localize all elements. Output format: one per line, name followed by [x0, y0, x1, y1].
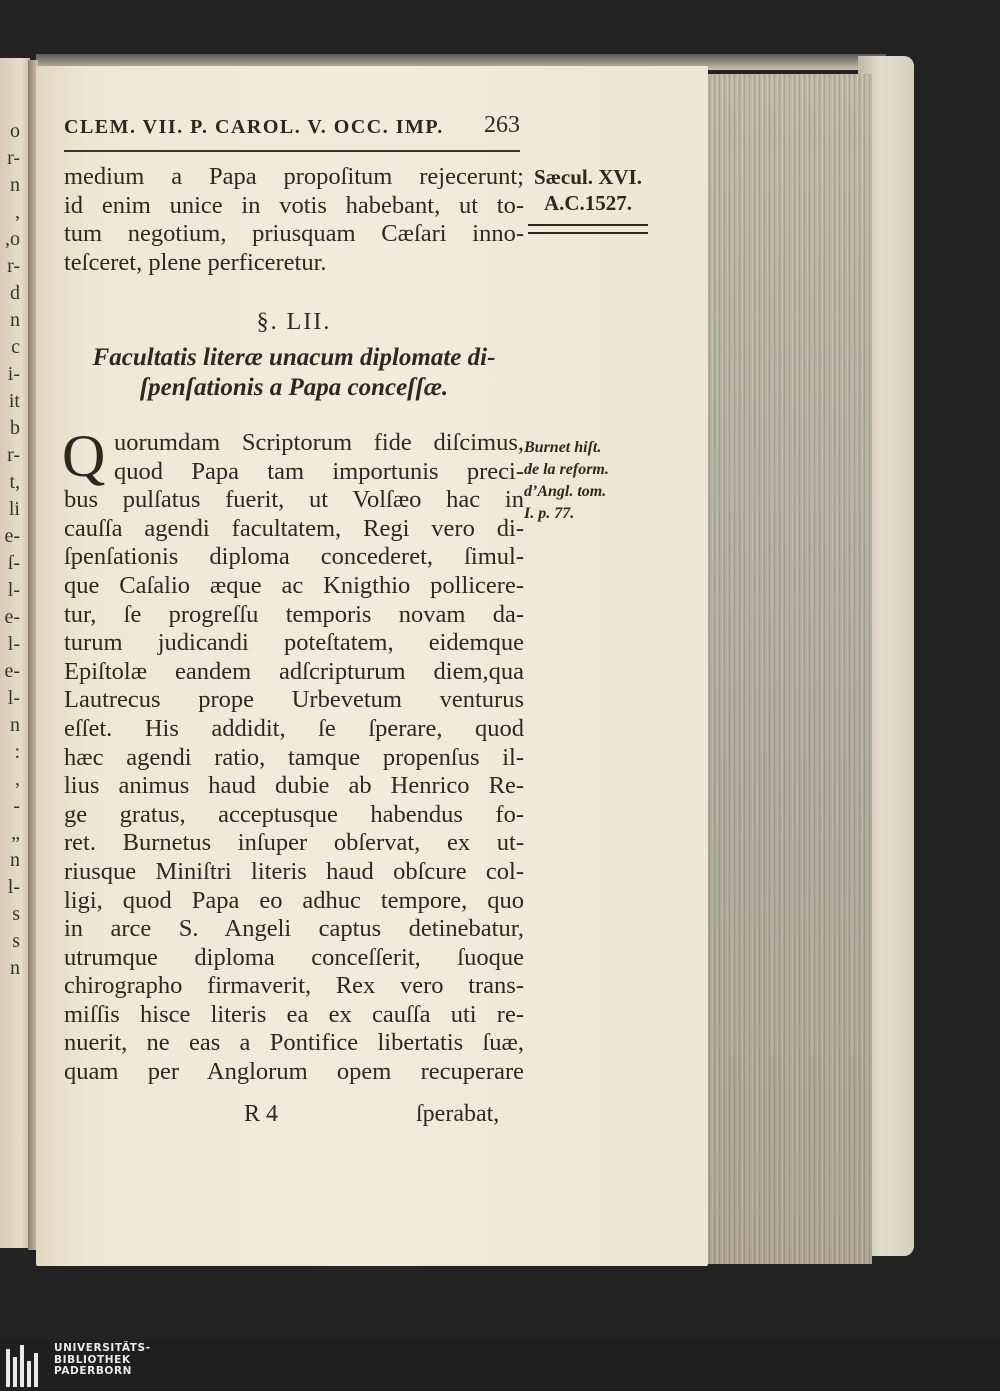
- margin-reference-line: de la reform.: [524, 461, 609, 478]
- section-title-line: Facultatis literæ unacum diplomate di-: [92, 344, 496, 371]
- left-page-fragment: r-: [7, 147, 20, 169]
- text-line: ſpenſationis diploma concederet, ſimul-: [64, 543, 524, 571]
- left-page-text-fragments: [0, 118, 24, 982]
- text-line: riusque Miniſtri literis haud obſcure col-: [64, 857, 524, 885]
- left-page-fragment: „: [11, 822, 20, 844]
- text-line: tur, ſe progreſſu temporis novam da-: [64, 600, 524, 628]
- margin-reference-line: d’Angl. tom.: [524, 483, 607, 500]
- section-number: §. LII.: [256, 309, 332, 335]
- text-line: Epiſtolæ eandem adſcripturum diem,qua: [64, 657, 524, 685]
- paragraph-2: [64, 429, 524, 1087]
- text-line: ret. Burnetus inſuper obſervat, ex ut-: [64, 829, 524, 857]
- text-line: lius animus haud dubie ab Henrico Re-: [64, 772, 524, 800]
- section-title: [64, 343, 524, 403]
- paragraph-1: [64, 163, 524, 277]
- left-page-fragment: r-: [7, 444, 20, 466]
- left-page-fragment: ,o: [5, 228, 20, 250]
- left-page-fragment: it: [8, 390, 20, 412]
- left-page-fragment: n: [10, 309, 20, 331]
- left-page-fragment: l-: [7, 633, 20, 655]
- library-logo-line: BIBLIOTHEK: [54, 1353, 131, 1366]
- library-logo-line: UNIVERSITÄTS-: [54, 1342, 151, 1354]
- signature-mark: R 4: [244, 1101, 279, 1127]
- text-line: ge gratus, acceptusque habendus fo-: [64, 800, 524, 828]
- left-page-fragment: c: [11, 336, 20, 358]
- running-header: [64, 112, 520, 146]
- left-page-fragment: li: [8, 498, 20, 520]
- drop-cap: Q: [62, 423, 106, 489]
- left-page-fragment: :: [14, 741, 20, 763]
- text-line: utrumque diploma conceſſerit, ſuoque: [64, 943, 524, 971]
- margin-year-line: A.C.1527.: [543, 191, 633, 215]
- text-line: id enim unice in votis habebant, ut to-: [64, 191, 524, 219]
- text-line: quod Papa tam importunis preci-: [114, 457, 524, 485]
- text-line: nuerit, ne eas a Pontifice libertatis ſuæ,: [64, 1029, 524, 1057]
- left-page-fragment: l-: [7, 687, 20, 709]
- margin-reference-line: Burnet hiſt.: [524, 439, 602, 456]
- text-line: chirographo firmaverit, Rex vero trans-: [64, 972, 524, 1000]
- left-page-fragment: -: [13, 795, 20, 817]
- library-logo-line: PADERBORN: [54, 1365, 133, 1377]
- left-page-fragment: ſ-: [7, 552, 20, 574]
- left-page-fragment: i-: [7, 363, 20, 385]
- text-line: Lautrecus prope Urbevetum venturus: [64, 686, 524, 714]
- left-page-fragment: o: [10, 120, 20, 142]
- text-line: miſſis hisce literis ea ex cauſſa uti re-: [64, 1000, 524, 1028]
- running-title: CLEM. VII. P. CAROL. V. OCC. IMP.: [64, 116, 444, 138]
- catchword: ſperabat,: [416, 1101, 500, 1127]
- text-line: medium a Papa propoſitum rejecerunt;: [64, 163, 524, 190]
- left-page-fragment: l-: [7, 579, 20, 601]
- left-page-fragment: r-: [7, 255, 20, 277]
- section-title-line: ſpenſationis a Papa conceſſæ.: [139, 374, 449, 401]
- left-page-fragment: s: [12, 930, 20, 952]
- text-line: hæc agendi ratio, tamque propenſus il-: [64, 743, 524, 771]
- library-logo-text: [54, 1343, 151, 1378]
- left-page-fragment: l-: [7, 876, 20, 898]
- left-page-fragment: n: [10, 714, 20, 736]
- text-line: teſceret, plene perficeretur.: [64, 248, 327, 276]
- left-page-fragment: b: [10, 417, 20, 439]
- library-logo-icon: [6, 1345, 46, 1387]
- left-page-fragment: ,: [15, 768, 20, 790]
- text-line: tum negotium, priusquam Cæſari inno-: [64, 220, 524, 248]
- text-line: ligi, quod Papa eo adhuc tempore, quo: [64, 886, 524, 914]
- text-line: eſſet. His addidit, ſe ſperare, quod: [64, 714, 524, 742]
- margin-reference-line: I. p. 77.: [524, 505, 575, 522]
- left-page-fragment: n: [10, 174, 20, 196]
- left-page-fragment: ,: [15, 201, 20, 223]
- left-page-fragment: d: [10, 282, 20, 304]
- left-page-fragment: e-: [4, 525, 20, 547]
- text-line: turum judicandi poteſtatem, eidemque: [64, 629, 524, 657]
- left-page-fragment: s: [12, 903, 20, 925]
- left-page-fragment: e-: [4, 606, 20, 628]
- page-number: 263: [484, 112, 520, 138]
- text-line: cauſſa agendi facultatem, Regi vero di-: [64, 514, 524, 542]
- margin-reference-note: [524, 437, 654, 525]
- text-line: que Caſalio æque ac Knigthio pollicere-: [64, 571, 524, 599]
- text-line: uorumdam Scriptorum fide diſcimus,: [114, 429, 524, 456]
- margin-year-note: [524, 164, 652, 216]
- margin-double-rule: [528, 224, 648, 234]
- fore-edge-shade: [706, 74, 872, 1264]
- text-line: quam per Anglorum opem recuperare: [64, 1058, 524, 1086]
- left-page-fragment: t,: [9, 471, 20, 493]
- text-line: in arce S. Angeli captus detinebatur,: [64, 915, 524, 943]
- header-rule: [64, 150, 520, 152]
- text-line: bus pulſatus fuerit, ut Volſæo hac in: [64, 486, 524, 514]
- left-page-fragment: n: [10, 957, 20, 979]
- left-page-fragment: n: [10, 849, 20, 871]
- margin-year-line: Sæcul. XVI.: [534, 165, 642, 189]
- left-page-fragment: e-: [4, 660, 20, 682]
